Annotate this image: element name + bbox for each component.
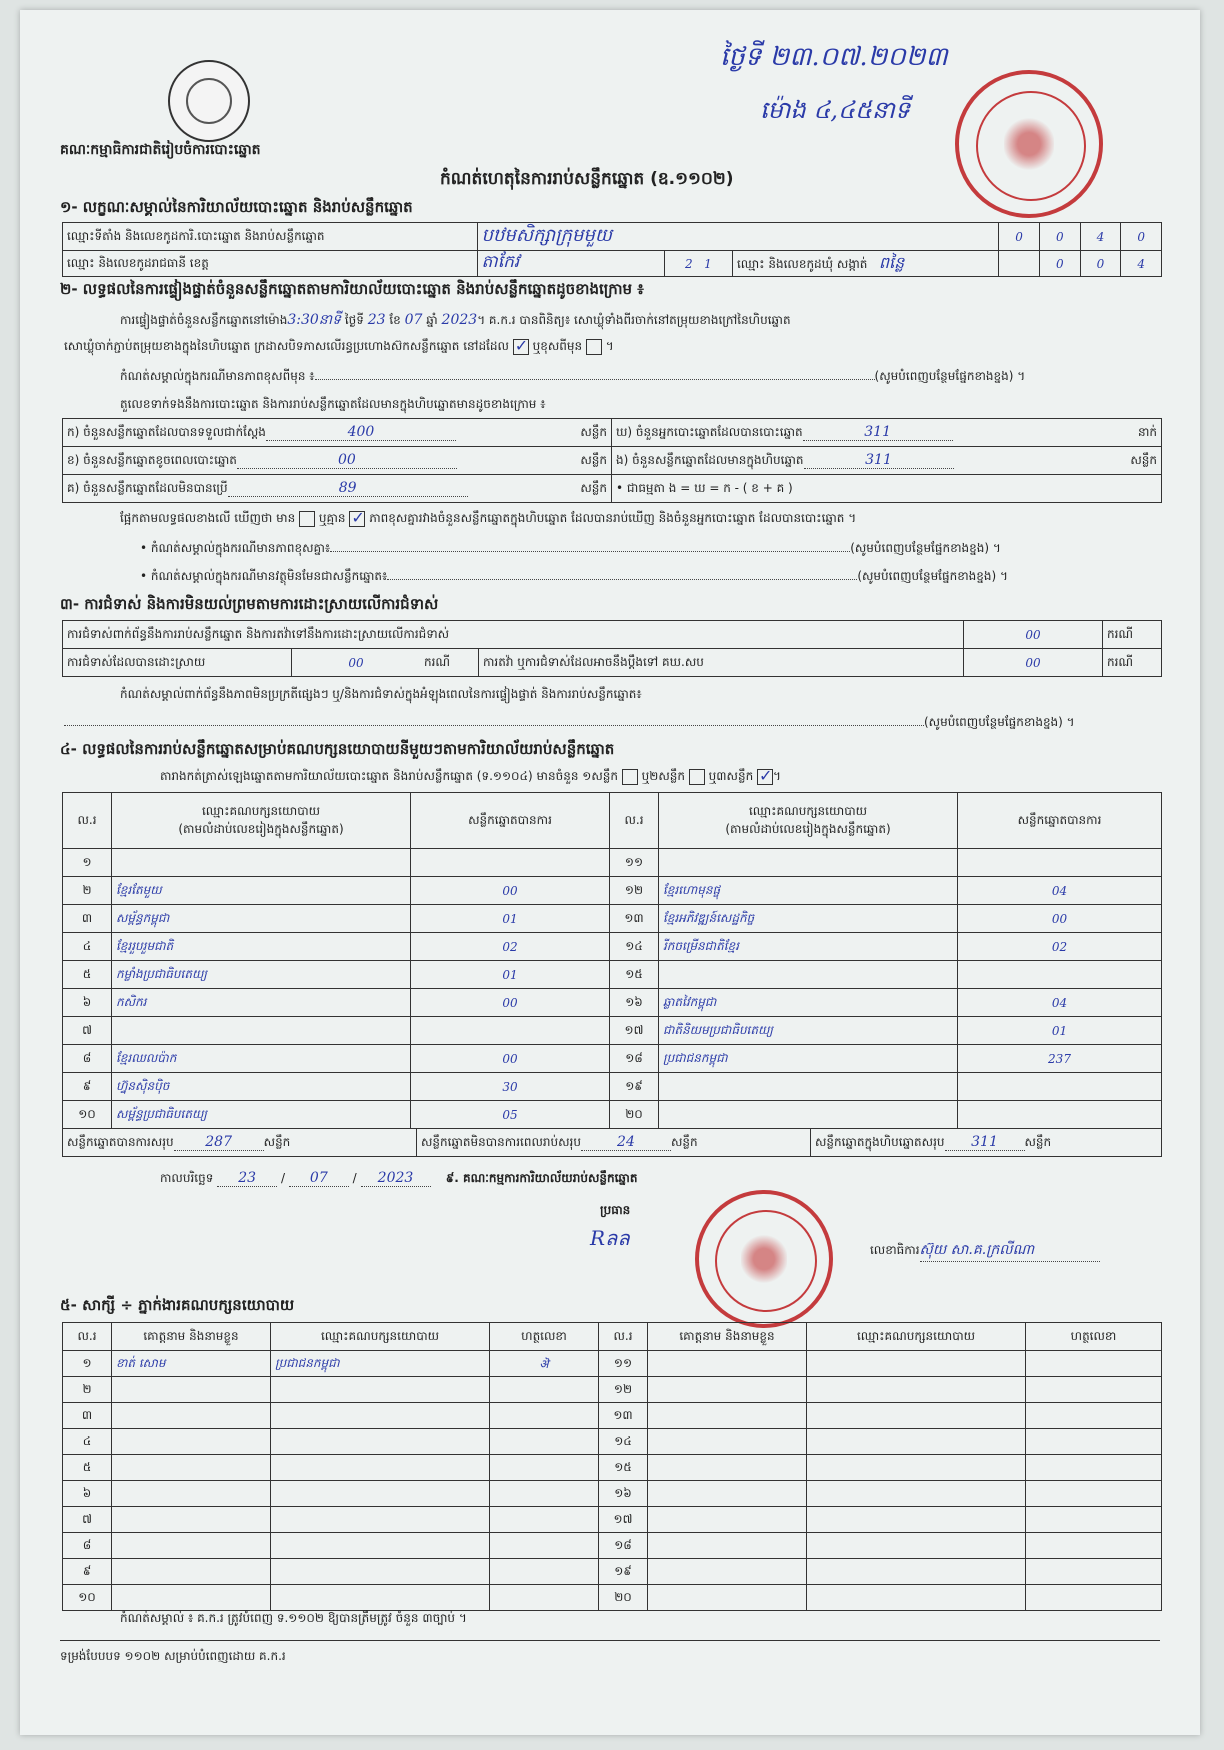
witness-signature xyxy=(1026,1481,1162,1507)
witness-row xyxy=(63,1403,1162,1429)
party-no: ៩ xyxy=(63,1073,112,1101)
party-name: ខ្មែរឈលប៉ាក xyxy=(112,1045,411,1073)
date-year: 2023 xyxy=(361,1170,431,1187)
objection-row2-value: 00 xyxy=(292,649,421,677)
witness-signature xyxy=(490,1507,599,1533)
party-no: ៧ xyxy=(63,1017,112,1045)
objection-note-line: (សូមបំពេញបន្ថែមផ្នែកខាងខ្នង) ។ xyxy=(64,714,1184,732)
total-box-value: 311 xyxy=(945,1134,1025,1151)
witness-name xyxy=(648,1351,807,1377)
has-diff-checkbox[interactable] xyxy=(299,511,315,527)
party-no: ១០ xyxy=(63,1101,112,1129)
commune-code-2: 0 xyxy=(1080,251,1121,277)
witness-party xyxy=(271,1507,490,1533)
witness-party xyxy=(807,1377,1026,1403)
witness-name xyxy=(112,1377,271,1403)
witness-signature xyxy=(1026,1377,1162,1403)
party-row xyxy=(63,961,1162,989)
party-name xyxy=(659,1101,958,1129)
witness-name xyxy=(648,1507,807,1533)
witness-party: ប្រជាជនកម្ពុជា xyxy=(271,1351,490,1377)
note-unknown-line: • កំណត់សម្គាល់ក្នុងករណីមានវត្ថុមិនមែនជាសន្លឹកឆ្នោត៖ (សូមបំពេញបន្ថែមផ្នែកខាងខ្នង) ។ xyxy=(140,569,1008,583)
witness-name xyxy=(112,1455,271,1481)
official-stamp-top xyxy=(955,70,1103,218)
objection-row2-label: ការជំទាស់ដែលបានដោះស្រាយ xyxy=(63,649,292,677)
witness-name xyxy=(112,1429,271,1455)
station-label: ឈ្មោះទីតាំង និងលេខកូដការិ.បោះឆ្នោត និងរាប់សន្លឹកឆ្នោត xyxy=(63,223,478,251)
party-name xyxy=(659,1073,958,1101)
org-name: គណៈកម្មាធិការជាតិរៀបចំការបោះឆ្នោត xyxy=(60,142,261,158)
witness-party xyxy=(271,1481,490,1507)
witness-name xyxy=(112,1533,271,1559)
objection-note: កំណត់សម្គាល់ពាក់ព័ន្ធនឹងភាពមិនប្រក្រតីផ្សេងៗ ឬ/និងការជំទាស់ក្នុងអំឡុងពេលនៃការផ្ទៀងផ្ទាត់ និងការរាប់សន្លឹកឆ្នោត៖ xyxy=(120,687,642,701)
witness-no: ១៩ xyxy=(599,1559,648,1585)
witness-no: ១០ xyxy=(63,1585,112,1611)
witness-no: ៤ xyxy=(63,1429,112,1455)
party-votes: 05 xyxy=(411,1101,610,1129)
party-name: ហ្វ៊ុនស៊ិនប៉ិច xyxy=(112,1073,411,1101)
province-label: ឈ្មោះ និងលេខកូដរាជធានី ខេត្ត xyxy=(63,251,478,277)
party-no: ២ xyxy=(63,877,112,905)
ballot-count-table: ក) ចំនួនសន្លឹកឆ្នោតដែលបានទទួលជាក់ស្តែង 400 សន្លឹក ឃ) ចំនួនអ្នកបោះឆ្នោតដែលបានបោះឆ្នោត 311 នាក់ ខ) ចំនួនសន្លឹកឆ្នោតខូចពេលបោះឆ្នោត 00 សន្លឹក ង) ចំនួនសន្លឹកឆ្នោតដែលមានក្នុងហិបឆ្នោត 311 សន្លឹក គ) ចំនួនសន្លឹកឆ្នោតដែលមិនបានប្រើ 89 សន្លឹក • ជាធម្មតា ង = ឃ = ក - ( ខ + គ ) xyxy=(62,418,1162,503)
witness-no: ១៥ xyxy=(599,1455,648,1481)
party-name: សម្ព័ន្ធកម្ពុជា xyxy=(112,905,411,933)
party-name: សម្ព័ន្ធប្រជាធិបតេយ្យ xyxy=(112,1101,411,1129)
witness-row xyxy=(63,1481,1162,1507)
party-name xyxy=(659,961,958,989)
party-no: ៨ xyxy=(63,1045,112,1073)
witness-party xyxy=(807,1533,1026,1559)
form-page xyxy=(20,10,1200,1735)
witness-name xyxy=(648,1559,807,1585)
station-code-3: 4 xyxy=(1080,223,1121,251)
witness-no: ៨ xyxy=(63,1533,112,1559)
party-no: ១៧ xyxy=(610,1017,659,1045)
province-value: តាកែវ xyxy=(477,251,664,277)
party-name: ខ្មែរតែមួយ xyxy=(112,877,411,905)
note-diff-line: កំណត់សម្គាល់ក្នុងករណីមានភាពខុសពីមុន ៖ (សូមបំពេញបន្ថែមផ្នែកខាងខ្នង) ។ xyxy=(120,369,1026,383)
party-votes xyxy=(958,1073,1162,1101)
party-row xyxy=(63,1045,1162,1073)
date-month: 07 xyxy=(289,1170,349,1187)
party-name: ប្រជាជនកម្ពុជា xyxy=(659,1045,958,1073)
station-code-1: 0 xyxy=(999,223,1040,251)
party-votes xyxy=(411,849,610,877)
witness-party xyxy=(807,1429,1026,1455)
objection-row2b-value: 00 xyxy=(964,649,1103,677)
witness-signature: ऄ xyxy=(490,1351,599,1377)
party-votes: 00 xyxy=(411,989,610,1017)
party-no: ១៨ xyxy=(610,1045,659,1073)
witness-no: ២០ xyxy=(599,1585,648,1611)
witness-row xyxy=(63,1559,1162,1585)
date-line: កាលបរិច្ឆេទ 23 / 07 / 2023 ៩. គណៈកម្មការការិយាល័យរាប់សន្លឹកឆ្នោត xyxy=(160,1170,638,1186)
footer-divider xyxy=(60,1640,1160,1641)
witness-signature xyxy=(490,1403,599,1429)
station-value: បឋមសិក្សាក្រុមមួយ xyxy=(477,223,999,251)
party-no: ៤ xyxy=(63,933,112,961)
party-votes: 02 xyxy=(958,933,1162,961)
witness-row xyxy=(63,1533,1162,1559)
witness-signature xyxy=(1026,1351,1162,1377)
objection-row1-value: 00 xyxy=(964,621,1103,649)
section2-para2: សោឃ្លុំចាក់ភ្ជាប់តម្រុយខាងក្នុងនៃហិបឆ្នោត ក្រដាសបិទភាសលើរន្ធប្រហោងស៊កសន្លឹកឆ្នោត នៅដដែល ✓ ឬខុសពីមុន ។ xyxy=(64,338,1164,356)
party-votes: 237 xyxy=(958,1045,1162,1073)
form-code: ទម្រង់បែបបទ ១១០២ សម្រាប់បំពេញដោយ គ.ក.រ xyxy=(60,1649,286,1663)
party-name: ខ្មែរហោមុនផ្ចុ xyxy=(659,877,958,905)
row-c-label: គ) ចំនួនសន្លឹកឆ្នោតដែលមិនបានប្រើ xyxy=(67,480,228,495)
section4-intro: តារាងកត់ត្រាស់ឡេងឆ្នោតតាមការិយាល័យបោះឆ្នោត និងរាប់សន្លឹកឆ្នោត (ទ.១១០៤) មានចំនួន ១សន្លឹក ឬ២សន្លឹក ឬ៣សន្លឹក ✓ ។ xyxy=(160,768,781,786)
party-votes-table: ល.រ ឈ្មោះគណបក្សនយោបាយ (តាមលំដាប់លេខរៀងក្នុងសន្លឹកឆ្នោត) សន្លឹកឆ្នោតបានការ ល.រ ឈ្មោះគណបក្សនយោបាយ (តាមលំដាប់លេខរៀងក្នុងសន្លឹកឆ្នោត) សន្លឹកឆ្នោតបានការ ១ ១១ ២ ខ្មែរតែមួយ 00 ១២ ខ្មែរហោមុនផ្ចុ 04 ៣ សម្ព័ន្ធកម្ពុជា 01 ១៣ ខ្មែរអភិវឌ្ឍន៍សេដ្ឋកិច្ច 00 ៤ ខ្មែររួបរួមជាតិ 02 ១៤ រីកចម្រើនជាតិខ្មែរ 02 ៥ កម្លាំងប្រជាធិបតេយ្យ 01 ១៥ ៦ កសិករ 00 ១៦ ឆ្លាតវៃកម្ពុជា 04 ៧ ១៧ ជាតិនិយមប្រជាធិបតេយ្យ 01 ៨ ខ្មែរឈលប៉ាក 00 ១៨ ប្រជាជនកម្ពុជា 237 ៩ ហ្វ៊ុនស៊ិនប៉ិច 30 ១៩ ១០ សម្ព័ន្ធប្រជាធិបតេយ្យ 05 ២០ xyxy=(62,792,1162,1129)
section4-title: ៤- លទ្ធផលនៃការរាប់សន្លឹកឆ្នោតសម្រាប់គណបក្សនយោបាយនីមួយៗតាមការិយាល័យរាប់សន្លឹកឆ្នោត xyxy=(60,740,615,758)
witness-party xyxy=(807,1351,1026,1377)
witness-party xyxy=(807,1455,1026,1481)
party-no: ២០ xyxy=(610,1101,659,1129)
witness-party xyxy=(807,1507,1026,1533)
party-name: ឆ្លាតវៃកម្ពុជា xyxy=(659,989,958,1017)
witness-name xyxy=(648,1403,807,1429)
witness-party xyxy=(807,1559,1026,1585)
party-no: ១ xyxy=(63,849,112,877)
party-votes: 01 xyxy=(411,905,610,933)
witness-name xyxy=(112,1585,271,1611)
party-name: ជាតិនិយមប្រជាធិបតេយ្យ xyxy=(659,1017,958,1045)
form-title: កំណត់ហេតុនៃការរាប់សន្លឹកឆ្នោត (ឧ.១១០២) xyxy=(440,169,734,189)
row-d-label: ឃ) ចំនួនអ្នកបោះឆ្នោតដែលបានបោះឆ្នោត xyxy=(616,424,803,439)
party-no: ១៩ xyxy=(610,1073,659,1101)
witness-name xyxy=(112,1481,271,1507)
section2-title: ២- លទ្ធផលនៃការផ្ទៀងផ្ទាត់ចំនួនសន្លឹកឆ្នោតតាមការិយាល័យបោះឆ្នោត និងរាប់សន្លឹកឆ្នោតដូចខាងក្រោម ៖ xyxy=(60,280,644,298)
compare-line: ផ្អែកតាមលទ្ធផលខាងលើ ឃើញថា មាន ឬគ្មាន ✓ ភាពខុសគ្នារវាងចំនួនសន្លឹកឆ្នោតក្នុងហិបឆ្នោត ដែលបានរាប់ឃើញ និងចំនួនអ្នកបោះឆ្នោត ដែលបានបោះឆ្នោត ។ xyxy=(120,510,1190,528)
total-box-label: សន្លឹកឆ្នោតក្នុងហិបឆ្នោតសរុប xyxy=(815,1134,945,1149)
party-row xyxy=(63,989,1162,1017)
commune-code-3: 4 xyxy=(1121,251,1162,277)
party-votes: 01 xyxy=(958,1017,1162,1045)
party-name: កម្លាំងប្រជាធិបតេយ្យ xyxy=(112,961,411,989)
party-votes: 04 xyxy=(958,989,1162,1017)
witness-signature xyxy=(1026,1533,1162,1559)
commune-value: ពន្លៃ xyxy=(878,252,905,272)
party-no: ៥ xyxy=(63,961,112,989)
section5-title: ៥- សាក្សី ÷ ភ្នាក់ងារគណបក្សនយោបាយ xyxy=(60,1296,295,1314)
party-no: ១៤ xyxy=(610,933,659,961)
witness-name: ខាត់ សោម xyxy=(112,1351,271,1377)
witness-signature xyxy=(1026,1559,1162,1585)
party-row xyxy=(63,849,1162,877)
witness-party xyxy=(271,1559,490,1585)
total-valid-value: 287 xyxy=(174,1134,264,1151)
party-row xyxy=(63,877,1162,905)
witness-row xyxy=(63,1351,1162,1377)
witness-row xyxy=(63,1455,1162,1481)
witness-no: ២ xyxy=(63,1377,112,1403)
witness-party xyxy=(271,1377,490,1403)
party-votes xyxy=(958,961,1162,989)
witness-no: ១៦ xyxy=(599,1481,648,1507)
witness-signature xyxy=(1026,1455,1162,1481)
witness-party xyxy=(807,1481,1026,1507)
witness-signature xyxy=(1026,1585,1162,1611)
witness-party xyxy=(807,1403,1026,1429)
witness-party xyxy=(271,1403,490,1429)
witness-signature xyxy=(1026,1507,1162,1533)
official-stamp-committee xyxy=(695,1190,833,1328)
date-day: 23 xyxy=(217,1170,277,1187)
witness-name xyxy=(112,1559,271,1585)
no-diff-checkbox[interactable] xyxy=(349,511,365,527)
witness-signature xyxy=(1026,1429,1162,1455)
party-name xyxy=(112,849,411,877)
witness-name xyxy=(648,1481,807,1507)
witness-signature xyxy=(490,1585,599,1611)
witness-signature xyxy=(490,1455,599,1481)
party-no: ៦ xyxy=(63,989,112,1017)
party-votes: 01 xyxy=(411,961,610,989)
objection-table: ការជំទាស់ពាក់ព័ន្ធនឹងការរាប់សន្លឹកឆ្នោត និងការតវ៉ាទៅនឹងការដោះស្រាយលើការជំទាស់ 00 ករណី ការជំទាស់ដែលបានដោះស្រាយ 00 ករណី ការតវ៉ា ឬការជំទាស់ដែលអាចនឹងប្តឹងទៅ គឃ.សប 00 ករណី xyxy=(62,620,1162,677)
section3-title: ៣- ការជំទាស់ និងការមិនយល់ព្រមតាមការដោះស្រាយលើការជំទាស់ xyxy=(60,595,439,613)
station-table xyxy=(62,222,1162,277)
row-b-value: 00 xyxy=(237,452,457,469)
commune-code-1: 0 xyxy=(1039,251,1080,277)
witness-no: ១ xyxy=(63,1351,112,1377)
witness-signature xyxy=(1026,1403,1162,1429)
party-name xyxy=(112,1017,411,1045)
witness-name xyxy=(648,1377,807,1403)
province-code: 2 1 xyxy=(664,251,732,277)
witness-no: ៩ xyxy=(63,1559,112,1585)
row-b-label: ខ) ចំនួនសន្លឹកឆ្នោតខូចពេលបោះឆ្នោត xyxy=(67,452,237,467)
section2-para1: ការផ្ទៀងផ្ទាត់ចំនួនសន្លឹកឆ្នោតនៅម៉ោង3:30នាទី ថ្ងៃទី 23 ខែ 07 ឆ្នាំ 2023។ គ.ក.រ បានពិនិត្យ៖ សោឃ្លុំទាំងពីរចាក់នៅតម្រុយខាងក្រៅនៃហិបឆ្នោត xyxy=(120,312,791,328)
witness-name xyxy=(648,1429,807,1455)
witness-no: ១២ xyxy=(599,1377,648,1403)
footer-note: កំណត់សម្គាល់ ៖ គ.ក.រ ត្រូវបំពេញ ទ.១១០២ ឱ្យបានត្រឹមត្រូវ ចំនួន ៣ច្បាប់ ។ xyxy=(120,1611,467,1625)
witness-name xyxy=(648,1455,807,1481)
section1-title: ១- លក្ខណៈសម្គាល់នៃការិយាល័យបោះឆ្នោត និងរាប់សន្លឹកឆ្នោត xyxy=(60,198,413,216)
witness-no: ១៣ xyxy=(599,1403,648,1429)
party-name xyxy=(659,849,958,877)
witness-party xyxy=(271,1533,490,1559)
witness-signature xyxy=(490,1429,599,1455)
handwritten-time: ម៉ោង ៤,៤៥នាទី xyxy=(760,96,911,124)
witness-table: ល.រ គោត្តនាម និងនាមខ្លួន ឈ្មោះគណបក្សនយោបាយ ហត្ថលេខា ល.រ គោត្តនាម និងនាមខ្លួន ឈ្មោះគណបក្សនយោបាយ ហត្ថលេខា ១ ខាត់ សោម ប្រជាជនកម្ពុជា ऄ ១១ ២ ១២ ៣ ១៣ ៤ ១៤ ៥ ១៥ ៦ ១៦ ៧ ១៧ ៨ ១៨ ៩ ១៩ ១០ ២០ xyxy=(62,1322,1162,1611)
witness-no: ៣ xyxy=(63,1403,112,1429)
party-row xyxy=(63,905,1162,933)
party-votes: 30 xyxy=(411,1073,610,1101)
objection-row2b-label: ការតវ៉ា ឬការជំទាស់ដែលអាចនឹងប្តឹងទៅ គឃ.សប xyxy=(479,649,964,677)
party-votes xyxy=(958,849,1162,877)
one-sheet-checkbox[interactable] xyxy=(622,769,638,785)
party-no: ១៦ xyxy=(610,989,659,1017)
two-sheet-checkbox[interactable] xyxy=(689,769,705,785)
handwritten-date: ថ្ងៃទី ២៣.០៧.២០២៣ xyxy=(720,42,948,72)
witness-row xyxy=(63,1585,1162,1611)
same-checkbox[interactable] xyxy=(513,339,529,355)
chair-label: ប្រធាន xyxy=(600,1203,631,1217)
commune-label: ឈ្មោះ និងលេខកូដឃុំ សង្កាត់ xyxy=(737,256,868,271)
row-d-value: 311 xyxy=(803,424,953,441)
secretary-line: លេខាធិការស៊ុយ សា.គ.ក្រលីណា xyxy=(870,1240,1100,1262)
party-votes xyxy=(958,1101,1162,1129)
witness-signature xyxy=(490,1559,599,1585)
party-votes xyxy=(411,1017,610,1045)
nec-logo xyxy=(168,60,250,142)
section2-intro: តួលេខទាក់ទងនឹងការបោះឆ្នោត និងការរាប់សន្លឹកឆ្នោតដែលមានក្នុងហិបឆ្នោតមានដូចខាងក្រោម ៖ xyxy=(120,397,546,411)
witness-no: ៧ xyxy=(63,1507,112,1533)
party-votes: 00 xyxy=(958,905,1162,933)
party-name: ខ្មែរអភិវឌ្ឍន៍សេដ្ឋកិច្ច xyxy=(659,905,958,933)
witness-party xyxy=(807,1585,1026,1611)
witness-name xyxy=(648,1585,807,1611)
witness-name xyxy=(112,1507,271,1533)
party-votes: 00 xyxy=(411,1045,610,1073)
three-sheet-checkbox[interactable] xyxy=(757,769,773,785)
witness-signature xyxy=(490,1377,599,1403)
party-no: ១៥ xyxy=(610,961,659,989)
row-c-value: 89 xyxy=(228,480,468,497)
witness-no: ១១ xyxy=(599,1351,648,1377)
total-invalid-label: សន្លឹកឆ្នោតមិនបានការពេលរាប់សរុប xyxy=(421,1134,581,1149)
formula: • ជាធម្មតា ង = ឃ = ក - ( ខ + គ ) xyxy=(612,475,1162,503)
station-code-4: 0 xyxy=(1121,223,1162,251)
row-e-label: ង) ចំនួនសន្លឹកឆ្នោតដែលមានក្នុងហិបឆ្នោត xyxy=(616,452,804,467)
party-votes: 00 xyxy=(411,877,610,905)
witness-no: ៥ xyxy=(63,1455,112,1481)
witness-row xyxy=(63,1377,1162,1403)
party-no: ៣ xyxy=(63,905,112,933)
witness-name xyxy=(648,1533,807,1559)
witness-no: ១៧ xyxy=(599,1507,648,1533)
total-valid-label: សន្លឹកឆ្នោតបានការសរុប xyxy=(67,1134,174,1149)
party-name: ខ្មែររួបរួមជាតិ xyxy=(112,933,411,961)
witness-row xyxy=(63,1507,1162,1533)
party-no: ១២ xyxy=(610,877,659,905)
witness-row xyxy=(63,1429,1162,1455)
witness-signature xyxy=(490,1481,599,1507)
party-no: ១១ xyxy=(610,849,659,877)
chair-signature: Rลล xyxy=(590,1226,630,1250)
witness-party xyxy=(271,1429,490,1455)
party-votes: 02 xyxy=(411,933,610,961)
party-name: កសិករ xyxy=(112,989,411,1017)
different-checkbox[interactable] xyxy=(586,339,602,355)
row-a-label: ក) ចំនួនសន្លឹកឆ្នោតដែលបានទទួលជាក់ស្តែង xyxy=(67,424,266,439)
totals-table: សន្លឹកឆ្នោតបានការសរុប 287 សន្លឹក សន្លឹកឆ្នោតមិនបានការពេលរាប់សរុប 24 សន្លឹក សន្លឹកឆ្នោតក្នុងហិបឆ្នោតសរុប 311 សន្លឹក xyxy=(62,1128,1162,1157)
witness-party xyxy=(271,1585,490,1611)
row-e-value: 311 xyxy=(804,452,954,469)
party-name: រីកចម្រើនជាតិខ្មែរ xyxy=(659,933,958,961)
row-a-value: 400 xyxy=(266,424,456,441)
witness-party xyxy=(271,1455,490,1481)
witness-no: ៦ xyxy=(63,1481,112,1507)
party-row xyxy=(63,1101,1162,1129)
party-row xyxy=(63,1073,1162,1101)
witness-no: ១៨ xyxy=(599,1533,648,1559)
total-invalid-value: 24 xyxy=(581,1134,671,1151)
note-mismatch-line: • កំណត់សម្គាល់ក្នុងករណីមានភាពខុសគ្នា៖ (សូមបំពេញបន្ថែមផ្នែកខាងខ្នង) ។ xyxy=(140,541,1001,555)
secretary-value: ស៊ុយ សា.គ.ក្រលីណា xyxy=(920,1240,1100,1262)
objection-row1-label: ការជំទាស់ពាក់ព័ន្ធនឹងការរាប់សន្លឹកឆ្នោត និងការតវ៉ាទៅនឹងការដោះស្រាយលើការជំទាស់ xyxy=(63,621,964,649)
witness-name xyxy=(112,1403,271,1429)
witness-signature xyxy=(490,1533,599,1559)
party-votes: 04 xyxy=(958,877,1162,905)
committee-label: ៩. គណៈកម្មការការិយាល័យរាប់សន្លឹកឆ្នោត xyxy=(445,1171,638,1185)
witness-no: ១៤ xyxy=(599,1429,648,1455)
party-row xyxy=(63,1017,1162,1045)
party-no: ១៣ xyxy=(610,905,659,933)
station-code-2: 0 xyxy=(1039,223,1080,251)
party-row xyxy=(63,933,1162,961)
